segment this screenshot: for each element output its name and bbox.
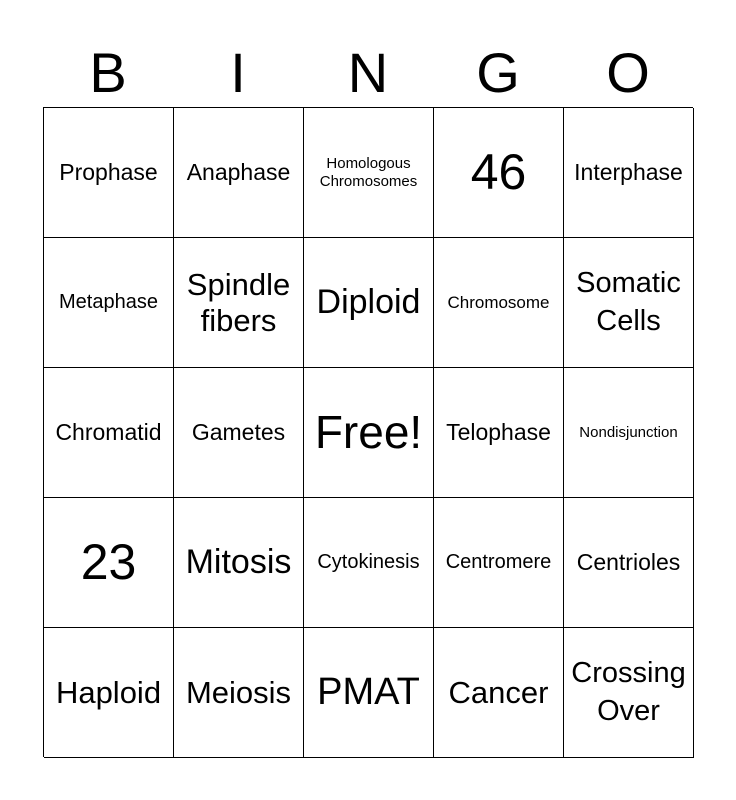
bingo-card-grid: [43, 107, 693, 757]
bingo-cell-interphase[interactable]: Interphase: [564, 108, 694, 238]
bingo-cell-crossing-over[interactable]: Crossing Over: [564, 628, 694, 758]
header-letter-o: O: [606, 41, 650, 104]
bingo-cell-nondisjunction[interactable]: Nondisjunction: [564, 368, 694, 498]
header-letter-n: N: [347, 41, 389, 104]
bingo-cell-46[interactable]: 46: [434, 108, 564, 238]
header-letter-g: G: [476, 41, 520, 104]
bingo-cell-haploid[interactable]: Haploid: [44, 628, 174, 758]
header-letter-i: I: [230, 41, 246, 104]
bingo-cell-somatic-cells[interactable]: Somatic Cells: [564, 238, 694, 368]
bingo-cell-anaphase[interactable]: Anaphase: [174, 108, 304, 238]
bingo-cell-metaphase[interactable]: Metaphase: [44, 238, 174, 368]
bingo-cell-23[interactable]: 23: [44, 498, 174, 628]
bingo-cell-spindle-fibers[interactable]: Spindle fibers: [174, 238, 304, 368]
bingo-cell-free-space[interactable]: Free!: [304, 368, 434, 498]
bingo-cell-centromere[interactable]: Centromere: [434, 498, 564, 628]
bingo-cell-homologous-chromosomes[interactable]: Homologous Chromosomes: [304, 108, 434, 238]
bingo-cell-gametes[interactable]: Gametes: [174, 368, 304, 498]
bingo-cell-diploid[interactable]: Diploid: [304, 238, 434, 368]
bingo-cell-meiosis[interactable]: Meiosis: [174, 628, 304, 758]
bingo-cell-chromatid[interactable]: Chromatid: [44, 368, 174, 498]
bingo-cell-prophase[interactable]: Prophase: [44, 108, 174, 238]
bingo-cell-cytokinesis[interactable]: Cytokinesis: [304, 498, 434, 628]
bingo-cell-cancer[interactable]: Cancer: [434, 628, 564, 758]
bingo-cell-chromosome[interactable]: Chromosome: [434, 238, 564, 368]
bingo-cell-mitosis[interactable]: Mitosis: [174, 498, 304, 628]
bingo-header: [43, 40, 693, 106]
bingo-cell-centrioles[interactable]: Centrioles: [564, 498, 694, 628]
bingo-cell-pmat[interactable]: PMAT: [304, 628, 434, 758]
header-letter-b: B: [89, 41, 127, 104]
bingo-cell-telophase[interactable]: Telophase: [434, 368, 564, 498]
